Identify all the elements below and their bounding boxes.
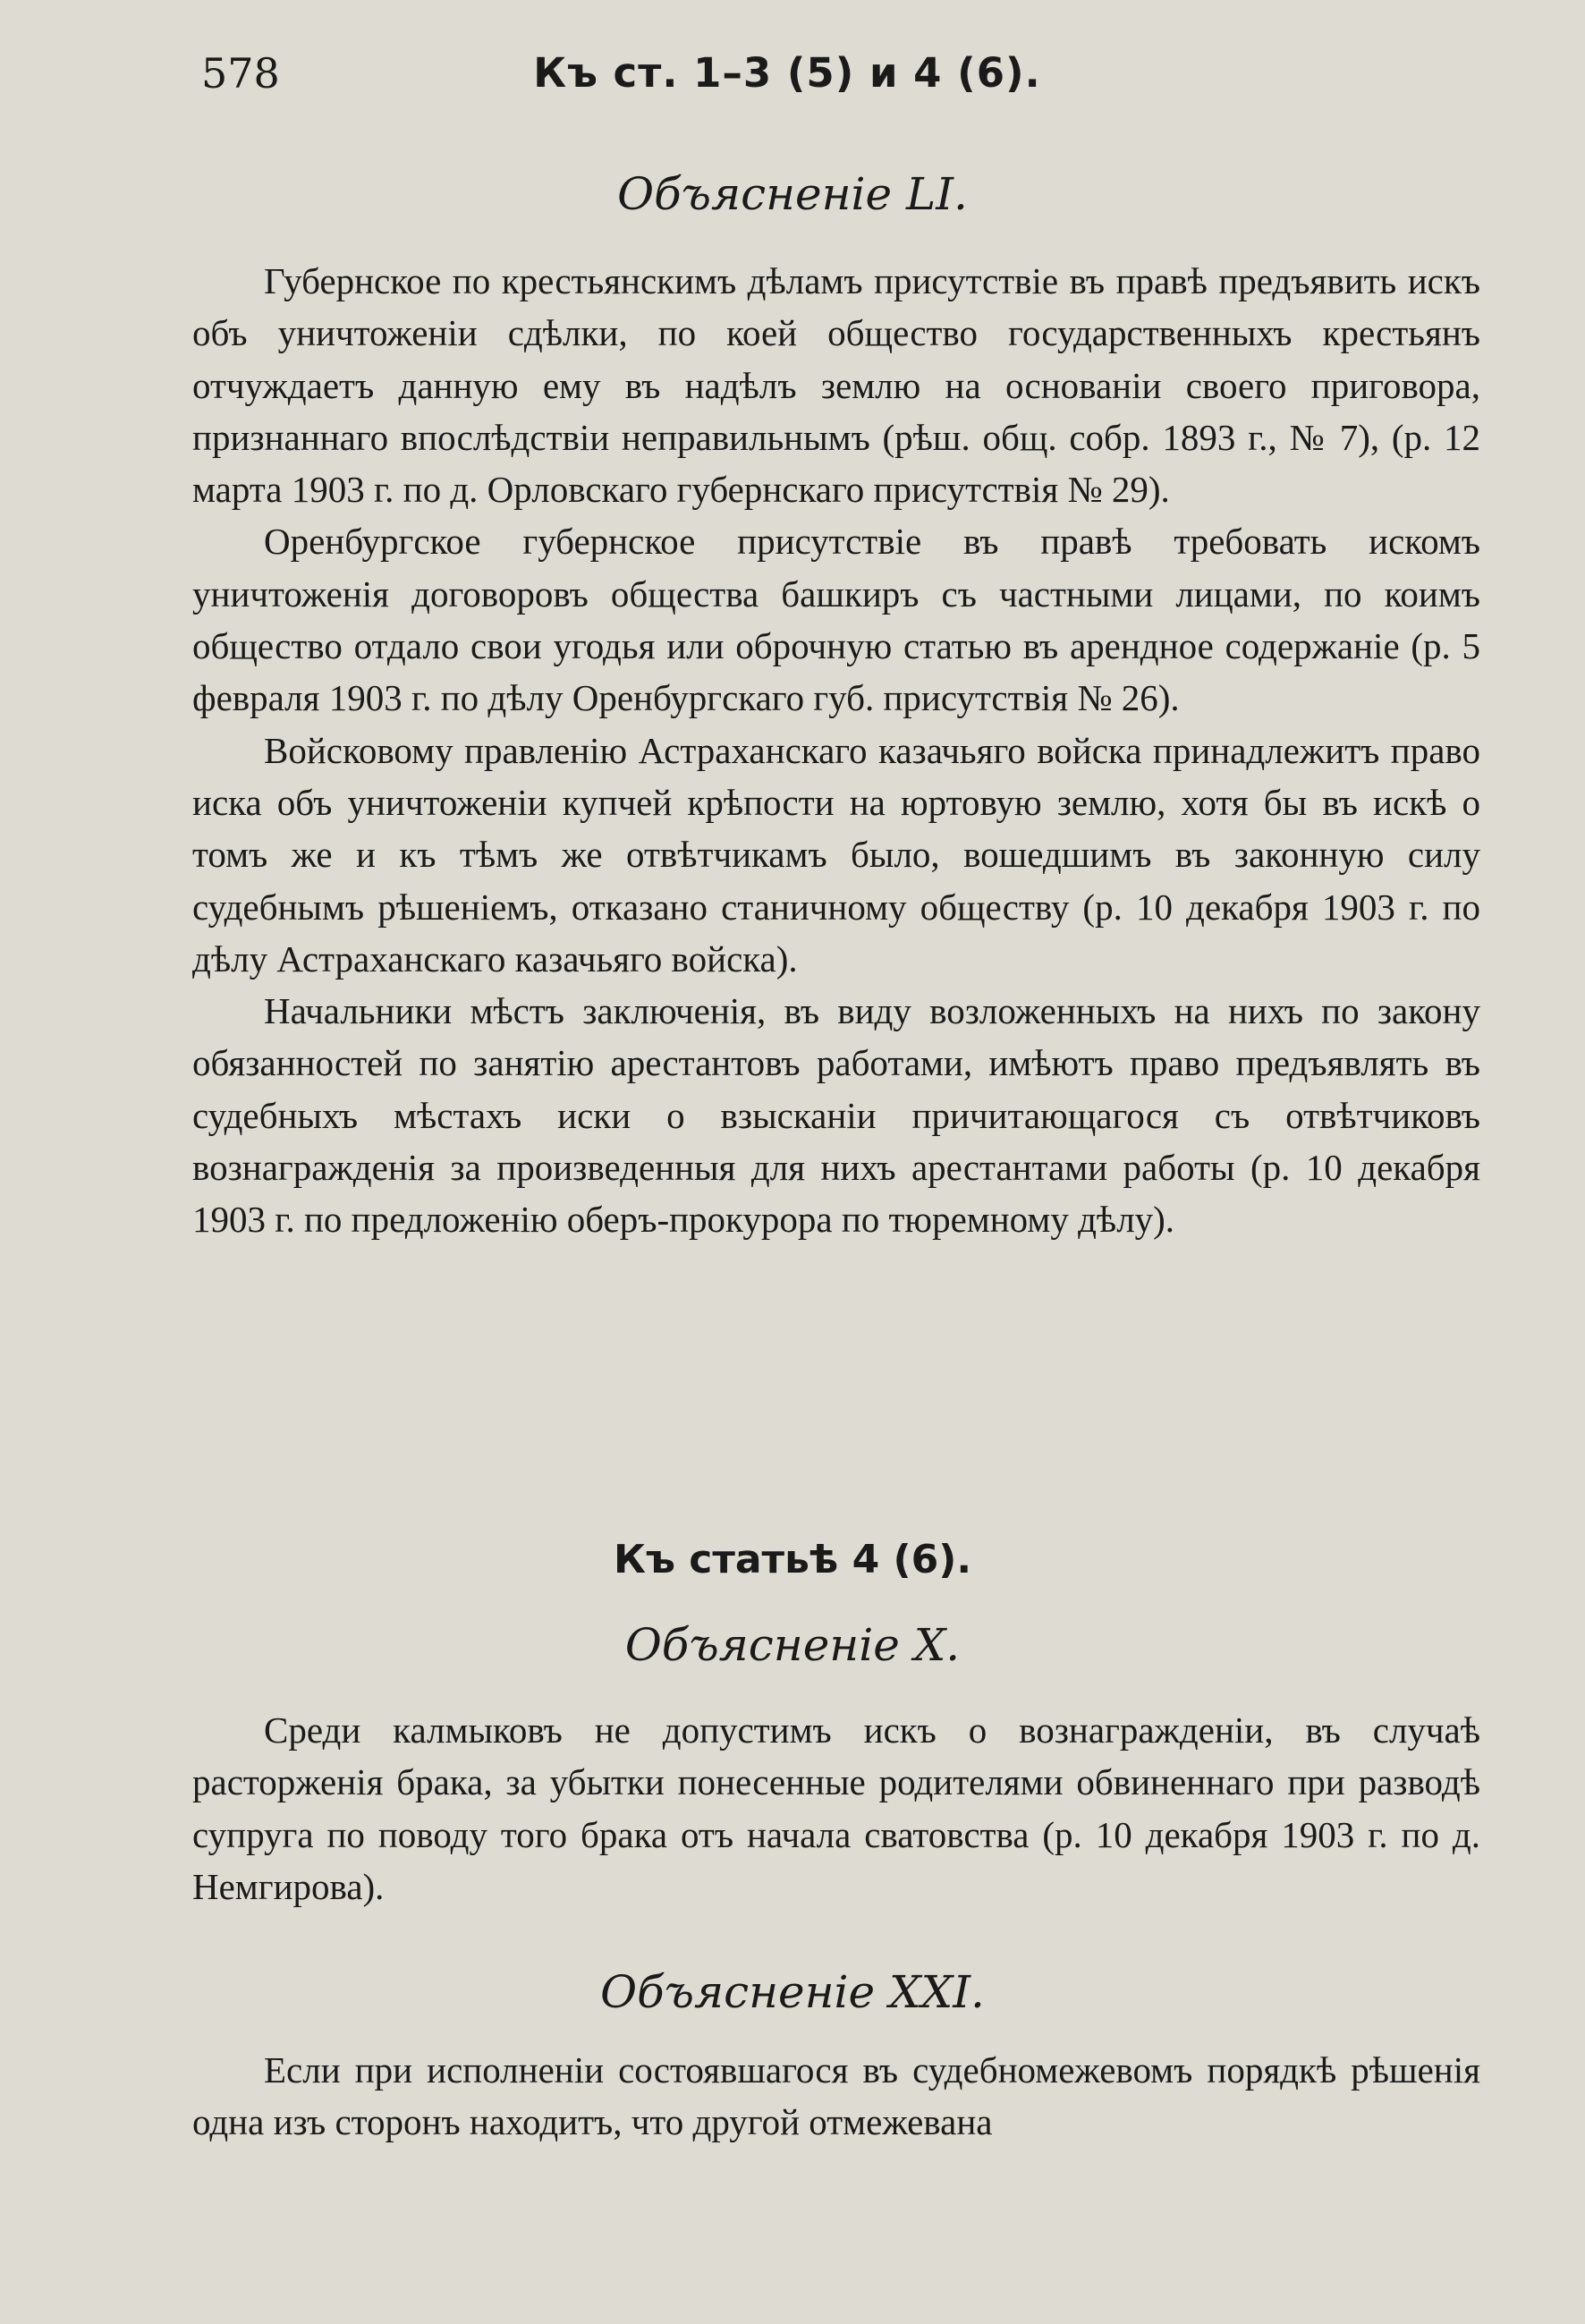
running-head: Къ ст. 1–3 (5) и 4 (6). (533, 49, 1041, 97)
section-heading-xxi: Объясненіе XXI. (600, 1966, 985, 2018)
section-heading-x: Объясненіе X. (624, 1619, 961, 1671)
page-number: 578 (201, 49, 280, 98)
paragraph: Начальники мѣстъ заключенія, въ виду возложенныхъ на нихъ по закону обязанностей по занятію арестантовъ работами, имѣютъ право предъявлять въ судебныхъ мѣстахъ иски о взысканіи причитающагося съ отвѣтчиковъ вознагражденія за произведенныя для нихъ арестантами работы (р. 10 декабря 1903 г. по предложенію оберъ-прокурора по тюремному дѣлу). (192, 990, 1480, 1241)
paragraph: Войсковому правленію Астраханскаго казачьяго войска принадлежитъ право иска объ уничтоженіи купчей крѣпости на юртовую землю, хотя бы въ искѣ о томъ же и къ тѣмъ же отвѣтчикамъ было, вошедшимъ въ законную силу судебнымъ рѣшеніемъ, отказано станичному обществу (р. 10 декабря 1903 г. по дѣлу Астраханскаго казачьяго войска). (192, 729, 1480, 980)
section-li-body (192, 255, 1480, 1246)
paragraph: Губернское по крестьянскимъ дѣламъ присутствіе въ правѣ предъявить искъ объ уничтоженіи сдѣлки, по коей общество государственныхъ крестьянъ отчуждаетъ данную ему въ надѣлъ землю на основаніи своего приговора, признаннаго впослѣдствіи неправильнымъ (рѣш. общ. собр. 1893 г., № 7), (р. 12 марта 1903 г. по д. Орловскаго губернскаго присутствія № 29). (192, 260, 1480, 511)
paragraph: Среди калмыковъ не допустимъ искъ о вознагражденіи, въ случаѣ расторженія брака, за убытки понесенные родителями обвиненнаго при разводѣ супруга по поводу того брака отъ начала сватовства (р. 10 декабря 1903 г. по д. Немгирова). (192, 1709, 1480, 1907)
section-x-body (192, 1704, 1480, 1913)
section-xxi-body (192, 2044, 1480, 2149)
paragraph: Оренбургское губернское присутствіе въ правѣ требовать искомъ уничтоженія договоровъ общества башкиръ съ частными лицами, по коимъ общество отдало свои угодья или оброчную статью въ арендное содержаніе (р. 5 февраля 1903 г. по дѣлу Оренбургскаго губ. присутствія № 26). (192, 521, 1480, 719)
paragraph: Если при исполненіи состоявшагося въ судебномежевомъ порядкѣ рѣшенія одна изъ сторонъ находитъ, что другой отмежевана (192, 2049, 1480, 2143)
section-heading-li: Объясненіе LI. (617, 168, 968, 220)
article-heading: Къ статьѣ 4 (6). (613, 1537, 972, 1582)
page-header (201, 49, 1471, 112)
